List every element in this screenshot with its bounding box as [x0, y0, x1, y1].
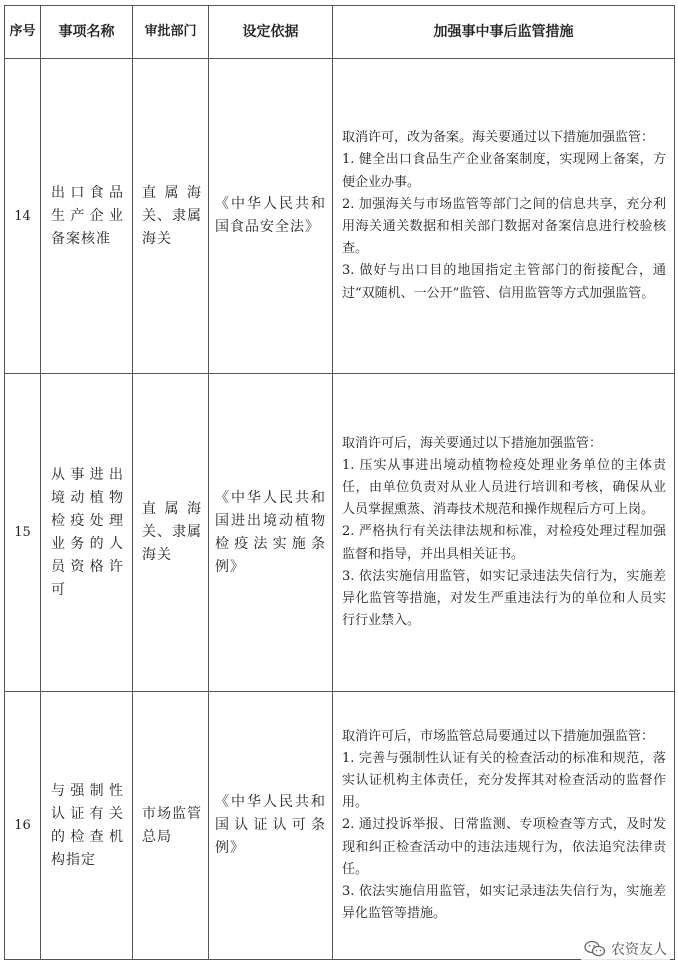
header-basis: 设定依据 [209, 6, 333, 59]
approval-dept: 直属海关、隶属海关 [133, 374, 209, 692]
supervision-measures [333, 59, 675, 374]
header-row [5, 6, 675, 59]
row-number: 15 [5, 374, 41, 692]
header-measures: 加强事中事后监管措施 [333, 6, 675, 59]
measure-item: 3. 依法实施信用监管，如实记录违法失信行为，实施差异化监管等措施，对发生严重违法行为的单位和人员实行行业禁入。 [342, 568, 666, 629]
approval-dept: 市场监管总局 [133, 692, 209, 960]
measure-item: 3. 做好与出口目的地国指定主管部门的衔接配合，通过“双随机、一公开”监管、信用监管等方式加强监管。 [342, 263, 666, 301]
approval-dept: 直属海关、隶属海关 [133, 59, 209, 374]
item-name: 从事进出境动植物检疫处理业务的人员资格许可 [41, 374, 133, 692]
measure-item: 2. 通过投诉举报、日常监测、专项检查等方式，及时发现和纠正检查活动中的违法违规行为，依法追究法律责任。 [342, 817, 666, 877]
measure-item: 2. 严格执行有关法律法规和标准，对检疫处理过程加强监督和指导，并出具相关证书。 [342, 524, 666, 562]
table-row [5, 374, 675, 692]
measure-item: 1. 压实从事进出境动植物检疫处理业务单位的主体责任，由单位负责对从业人员进行培训和考核，确保从业人员掌握熏蒸、消毒技术规范和操作规程后方可上岗。 [342, 457, 666, 518]
item-name: 出口食品生产企业备案核准 [41, 59, 133, 374]
watermark-text: 农资友人 [611, 942, 667, 958]
legal-basis: 《中华人民共和国认证认可条例》 [209, 692, 333, 960]
measure-intro: 取消许可后，市场监管总局要通过以下措施加强监管： [342, 728, 655, 744]
header-seq: 序号 [5, 6, 41, 59]
row-number: 14 [5, 59, 41, 374]
measure-item: 2. 加强海关与市场监管等部门之间的信息共享，充分利用海关通关数据和相关部门数据对备案信息进行校验核查。 [342, 196, 666, 257]
table-row [5, 59, 675, 374]
header-name: 事项名称 [41, 6, 133, 59]
measure-item: 1. 健全出口食品生产企业备案制度，实现网上备案，方便企业办事。 [342, 152, 666, 190]
measure-item: 1. 完善与强制性认证有关的检查活动的标准和规范，落实认证机构主体责任，充分发挥其对检查活动的监督作用。 [342, 750, 666, 811]
supervision-measures [333, 374, 675, 692]
measure-intro: 取消许可，改为备案。海关要通过以下措施加强监管： [342, 130, 655, 146]
legal-basis: 《中华人民共和国食品安全法》 [209, 59, 333, 374]
measure-item: 3. 依法实施信用监管，如实记录违法失信行为，实施差异化监管等措施。 [342, 884, 666, 922]
wechat-icon [584, 940, 606, 958]
measure-intro: 取消许可后，海关要通过以下措施加强监管： [342, 435, 603, 451]
item-name: 与强制性认证有关的检查机构指定 [41, 692, 133, 960]
row-number: 16 [5, 692, 41, 960]
supervision-measures [333, 692, 675, 960]
header-dept: 审批部门 [133, 6, 209, 59]
legal-basis: 《中华人民共和国进出境动植物检疫法实施条例》 [209, 374, 333, 692]
watermark [581, 938, 670, 960]
regulation-table [4, 5, 675, 960]
table-row [5, 692, 675, 960]
